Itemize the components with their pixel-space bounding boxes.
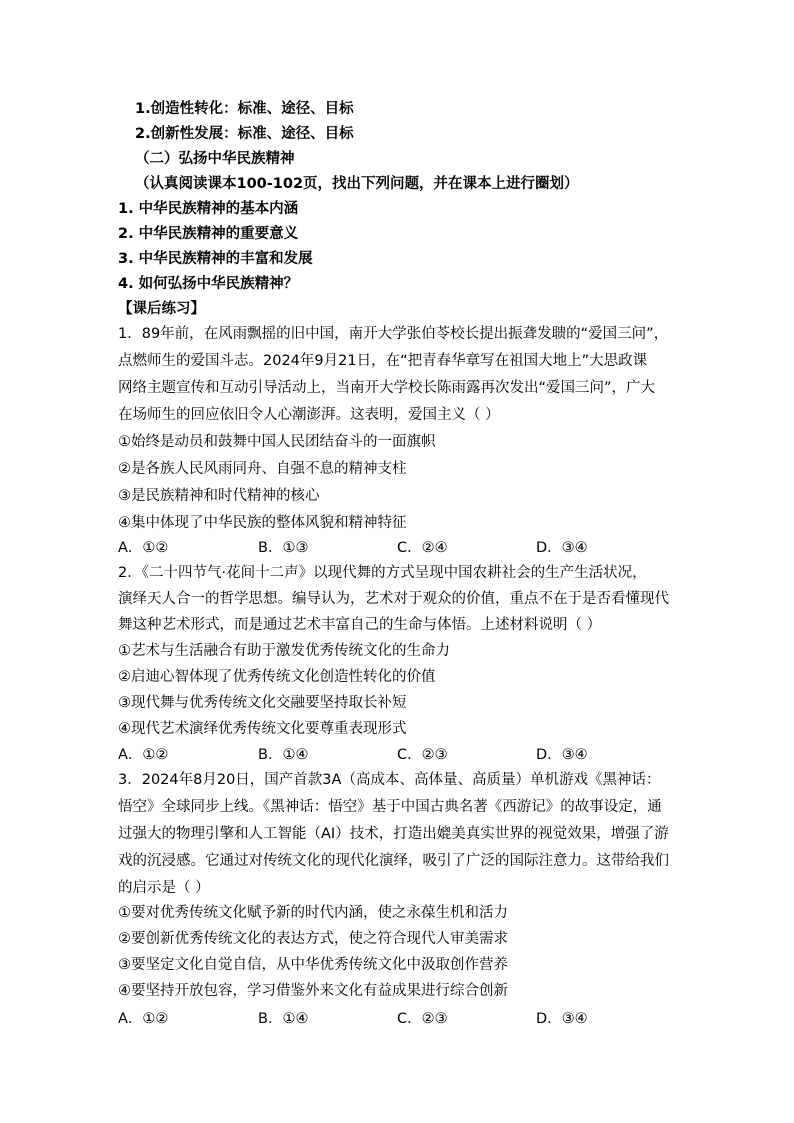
q2-stem-line: 2．《二十四节气·花间十二声》以现代舞的方式呈现中国农耕社会的生产生活状况，	[118, 565, 647, 581]
outline-question: 1. 中华民族精神的基本内涵	[118, 201, 299, 217]
option-a[interactable]: A．①②	[118, 540, 169, 556]
option-c[interactable]: C．②④	[397, 540, 448, 556]
section-2-title: （二）弘扬中华民族精神	[135, 151, 295, 167]
option-b[interactable]: B．①④	[258, 1011, 309, 1027]
outline-question: 4. 如何弘扬中华民族精神？	[118, 276, 299, 292]
q3-statement: ①要对优秀传统文化赋予新的时代内涵，使之永葆生机和活力	[118, 905, 508, 921]
option-b[interactable]: B．①④	[258, 747, 309, 763]
q2-statement: ②启迪心智体现了优秀传统文化创造性转化的价值	[118, 669, 436, 685]
outline-question: 3. 中华民族精神的丰富和发展	[118, 251, 313, 267]
q2-statement: ③现代舞与优秀传统文化交融要坚持取长补短	[118, 695, 407, 711]
q1-statement: ③是民族精神和时代精神的核心	[118, 488, 320, 504]
q3-statement: ④要坚持开放包容，学习借鉴外来文化有益成果进行综合创新	[118, 983, 508, 999]
outline-point-2: 2.创新性发展：标准、途径、目标	[135, 126, 354, 142]
outline-question: 2. 中华民族精神的重要意义	[118, 226, 299, 242]
q2-statement: ①艺术与生活融合有助于激发优秀传统文化的生命力	[118, 643, 450, 659]
q3-stem-line: 悟空》全球同步上线。《黑神话：悟空》基于中国古典名著《西游记》的故事设定，通	[118, 799, 662, 815]
option-c[interactable]: C．②③	[397, 1011, 448, 1027]
option-a[interactable]: A．①②	[118, 1011, 169, 1027]
q1-stem-line: 网络主题宣传和互动引导活动上，当南开大学校长陈雨露再次发出“爱国三问”，广大	[118, 380, 656, 396]
section-2-instruction: （认真阅读课本100-102页，找出下列问题，并在课本上进行圈划）	[135, 176, 579, 192]
q3-statement: ②要创新优秀传统文化的表达方式，使之符合现代人审美需求	[118, 931, 508, 947]
q3-stem-line: 过强大的物理引擎和人工智能（AI）技术，打造出媲美真实世界的视觉效果，增强了游	[118, 826, 669, 842]
q3-stem-line: 的启示是（ ）	[118, 880, 210, 896]
q1-statement: ④集中体现了中华民族的整体风貌和精神特征	[118, 515, 407, 531]
q3-stem-line: 3．2024年8月20日，国产首款3A（高成本、高体量、高质量）单机游戏《黑神话：	[118, 772, 661, 788]
exercise-heading: 【课后练习】	[118, 301, 205, 317]
option-d[interactable]: D．③④	[536, 747, 588, 763]
option-c[interactable]: C．②③	[397, 747, 448, 763]
q1-stem-line: 点燃师生的爱国斗志。2024年9月21日，在“把青春华章写在祖国大地上”大思政课	[118, 353, 648, 369]
q2-statement: ④现代艺术演绎优秀传统文化要尊重表现形式	[118, 721, 407, 737]
q3-stem-line: 戏的沉浸感。它通过对传统文化的现代化演绎，吸引了广泛的国际注意力。这带给我们	[118, 853, 669, 869]
option-a[interactable]: A．①②	[118, 747, 169, 763]
outline-point-1: 1.创造性转化：标准、途径、目标	[135, 101, 354, 117]
q1-stem-line: 1．89年前，在风雨飘摇的旧中国，南开大学张伯苓校长提出振聋发聩的“爱国三问”，	[118, 326, 669, 342]
option-b[interactable]: B．①③	[258, 540, 309, 556]
q1-stem-line: 在场师生的回应依旧令人心潮澎湃。这表明，爱国主义（ ）	[118, 407, 500, 423]
q1-statement: ①始终是动员和鼓舞中国人民团结奋斗的一面旗帜	[118, 434, 436, 450]
q2-stem-line: 演绎天人合一的哲学思想。编导认为，艺术对于观众的价值，重点不在于是否看懂现代	[118, 591, 669, 607]
option-d[interactable]: D．③④	[536, 1011, 588, 1027]
q3-statement: ③要坚定文化自觉自信，从中华优秀传统文化中汲取创作营养	[118, 957, 508, 973]
q2-stem-line: 舞这种艺术形式，而是通过艺术丰富自己的生命与体悟。上述材料说明（ ）	[118, 617, 602, 633]
q1-statement: ②是各族人民风雨同舟、自强不息的精神支柱	[118, 461, 407, 477]
option-d[interactable]: D．③④	[536, 540, 588, 556]
